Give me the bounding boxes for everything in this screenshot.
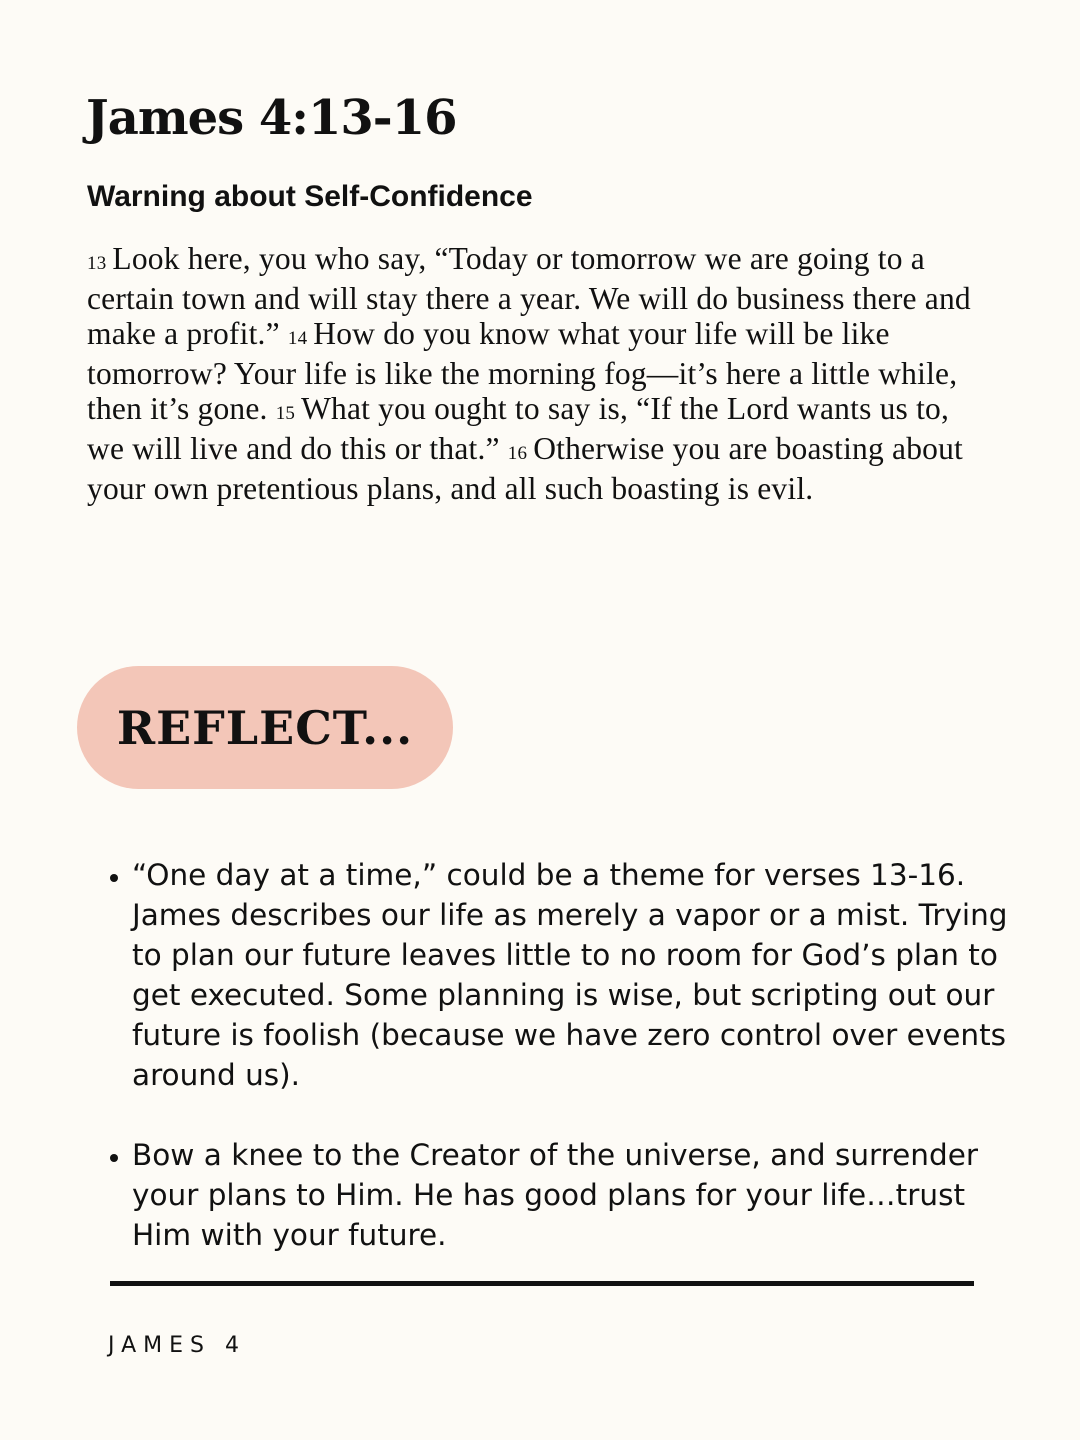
scripture-passage <box>87 241 987 506</box>
footer-label: JAMES 4 <box>108 1333 246 1358</box>
verse-text: Look here, you who say, “Today or tomorrow we are going to a certain town and will stay there a year. We will do business there and make a profit.” <box>87 241 971 351</box>
reflection-item: • “One day at a time,” could be a theme for verses 13-16. James describes our life as merely a vapor or a mist. Trying to plan our future leaves little to no room for God’s plan to get executed. Some planning is wise, but scripting out our future is foolish (because we have zero control over events around us). <box>132 855 1030 1095</box>
verse-text: What you ought to say is, “If the Lord wants us to, we will live and do this or that.” <box>87 391 950 466</box>
reflection-item: • Bow a knee to the Creator of the universe, and surrender your plans to Him. He has good plans for your life…trust Him with your future. <box>132 1135 1030 1255</box>
reflect-label: REFLECT... <box>116 700 414 755</box>
verse-number: 14 <box>287 328 308 349</box>
verse-number: 13 <box>87 253 107 274</box>
verse-number: 15 <box>275 403 296 424</box>
reflect-badge <box>77 666 453 789</box>
section-heading: Warning about Self-Confidence <box>87 180 533 213</box>
verse-text: Otherwise you are boasting about your own pretentious plans, and all such boasting is evil. <box>87 431 963 506</box>
verse-text: How do you know what your life will be like tomorrow? Your life is like the morning fog—it’s here a little while, then it’s gone. <box>87 316 958 426</box>
page-title: James 4:13-16 <box>86 90 457 146</box>
reflection-list <box>0 855 1030 1295</box>
divider-line <box>110 1281 974 1286</box>
verse-number: 16 <box>507 443 528 464</box>
